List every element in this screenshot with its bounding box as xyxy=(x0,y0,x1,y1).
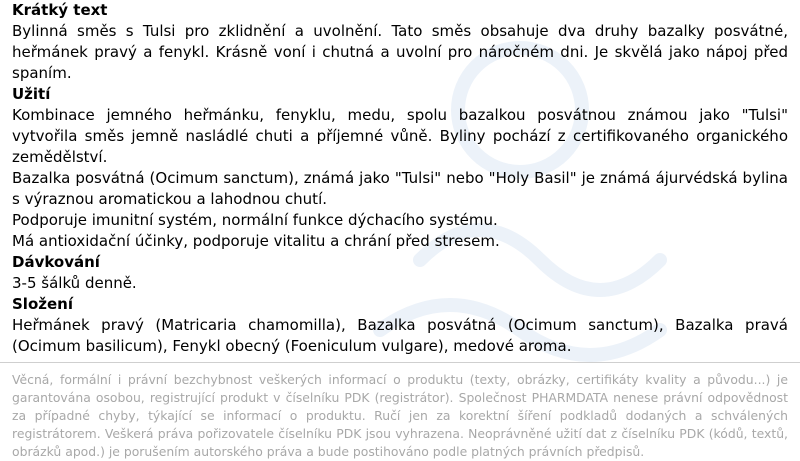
section-title-usage: Užití xyxy=(12,85,51,103)
composition-paragraph: Heřmánek pravý (Matricaria chamomilla), Bazalka posvátná (Ocimum sanctum), Bazalka pravá (Ocimum basilicum), Fenykl obecný (Foeniculum vulgare), medové aroma. xyxy=(12,316,788,355)
section-title-composition: Složení xyxy=(12,295,73,313)
section-short-text xyxy=(12,0,788,84)
usage-paragraph: Bazalka posvátná (Ocimum sanctum), známá jako "Tulsi" nebo "Holy Basil" je známá ájurvédská bylina s výraznou aromatickou a lahodnou chutí. xyxy=(12,169,788,208)
section-usage xyxy=(12,84,788,252)
usage-paragraph: Má antioxidační účinky, podporuje vitalitu a chrání před stresem. xyxy=(12,232,500,250)
section-title-dosage: Dávkování xyxy=(12,253,100,271)
section-title-short-text: Krátký text xyxy=(12,1,108,19)
legal-disclaimer: Věcná, formální i právní bezchybnost veškerých informací o produktu (texty, obrázky, certifikáty kvality a původu...) je garantována osobou, registrující produkt v číselníku PDK (registrátor). Společnost PHARMDATA nenese právní odpovědnost za případné chyby, týkající se informací o produktu. Ručí jen za korektní šíření podkladů dodaných a schválených registrátorem. Veškerá práva pořizovatele číselníku PDK jsou vyhrazena. Neoprávněné užití dat z číselníku PDK (kódů, textů, obrázků apod.) je porušením autorského práva a bude postihováno podle platných právních předpisů. xyxy=(12,372,788,459)
section-composition xyxy=(12,294,788,357)
usage-paragraph: Kombinace jemného heřmánku, fenyklu, medu, spolu bazalkou posvátnou známou jako "Tulsi" vytvořila směs jemně nasládlé chuti a příjemné vůně. Byliny pochází z certifikovaného organického zemědělství. xyxy=(12,106,788,166)
short-text-paragraph: Bylinná směs s Tulsi pro zklidnění a uvolnění. Tato směs obsahuje dva druhy bazalky posvátné, heřmánek pravý a fenykl. Krásně voní i chutná a uvolní pro náročném dni. Je skvělá jako nápoj před spaním. xyxy=(12,22,788,82)
usage-paragraph: Podporuje imunitní systém, normální funkce dýchacího systému. xyxy=(12,211,498,229)
dosage-paragraph: 3-5 šálků denně. xyxy=(12,274,137,292)
section-dosage xyxy=(12,252,788,294)
